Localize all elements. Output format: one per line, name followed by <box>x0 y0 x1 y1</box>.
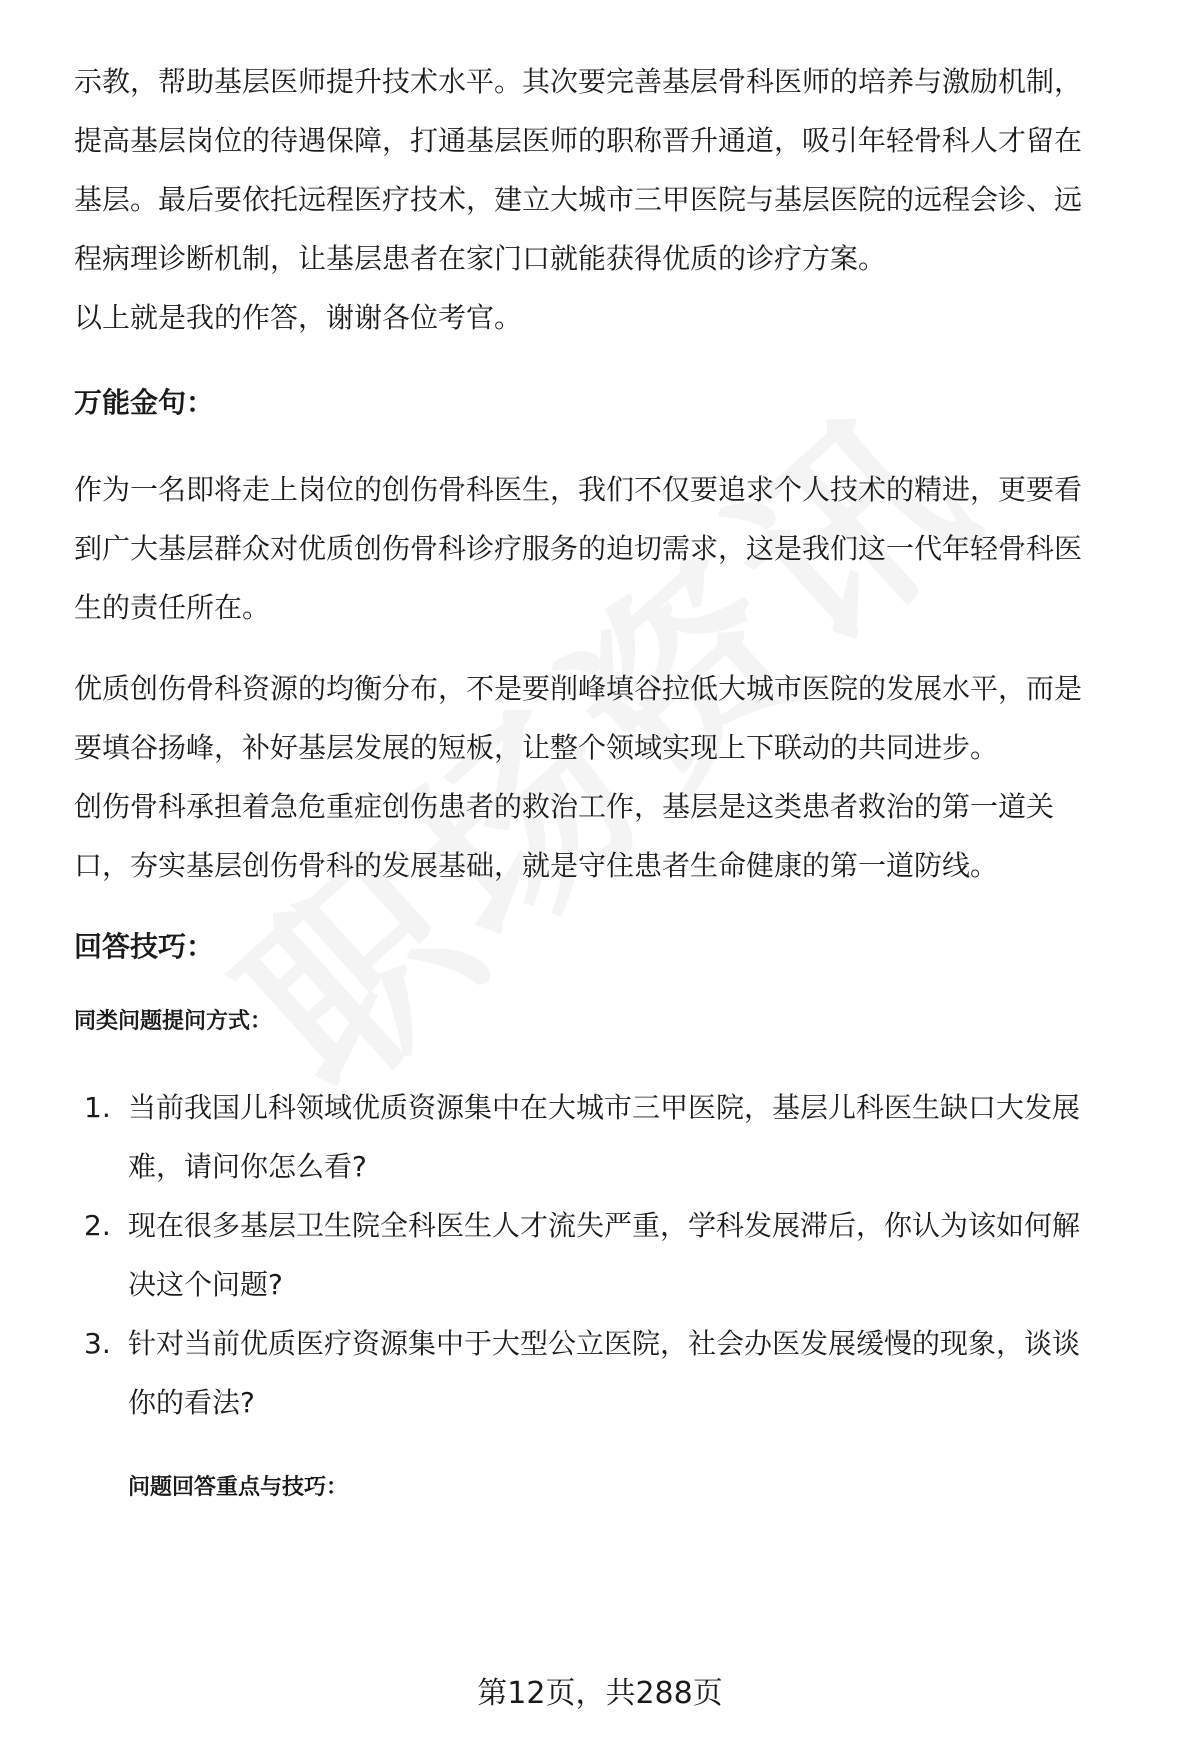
list-item-number: 1. <box>84 1091 111 1124</box>
intro-line: 基层。最后要依托远程医疗技术，建立大城市三甲医院与基层医院的远程会诊、远 <box>74 183 1083 216</box>
similar-questions-heading: 同类问题提问方式： <box>74 1009 273 1034</box>
intro-line: 提高基层岗位的待遇保障，打通基层医师的职称晋升通道，吸引年轻骨科人才留在 <box>74 124 1083 157</box>
list-item <box>74 1196 1154 1314</box>
answer-tips-heading: 回答技巧： <box>74 930 215 963</box>
page-content <box>74 52 1154 1508</box>
page-number-footer: 第12页，共288页 <box>477 1676 723 1711</box>
sentence-line: 创伤骨科承担着急危重症创伤患者的救治工作，基层是这类患者救治的第一道关 <box>74 790 1055 823</box>
question-line: 你的看法? <box>128 1386 255 1419</box>
question-line: 针对当前优质医疗资源集中于大型公立医院，社会办医发展缓慢的现象，谈谈 <box>128 1327 1081 1360</box>
question-line: 现在很多基层卫生院全科医生人才流失严重，学科发展滞后，你认为该如何解 <box>128 1209 1081 1242</box>
golden-sentences-heading: 万能金句： <box>74 386 215 419</box>
closing-line: 以上就是我的作答，谢谢各位考官。 <box>74 301 523 334</box>
question-line: 难，请问你怎么看? <box>128 1150 367 1183</box>
sentence-line: 口，夯实基层创伤骨科的发展基础，就是守住患者生命健康的第一道防线。 <box>74 849 999 882</box>
sentence-line: 要填谷扬峰，补好基层发展的短板，让整个领域实现上下联动的共同进步。 <box>74 731 999 764</box>
sentence-line: 优质创伤骨科资源的均衡分布，不是要削峰填谷拉低大城市医院的发展水平，而是 <box>74 672 1083 705</box>
list-item-number: 2. <box>84 1209 111 1242</box>
golden-sentence-paragraph <box>74 659 1154 777</box>
key-points-heading: 问题回答重点与技巧： <box>128 1475 349 1500</box>
list-item-number: 3. <box>84 1327 111 1360</box>
similar-questions-list <box>74 1078 1154 1432</box>
question-line: 决这个问题? <box>128 1268 283 1301</box>
list-item <box>74 1078 1154 1196</box>
sentence-line: 作为一名即将走上岗位的创伤骨科医生，我们不仅要追求个人技术的精进，更要看 <box>74 473 1083 506</box>
sentence-line: 到广大基层群众对优质创伤骨科诊疗服务的迫切需求，这是我们这一代年轻骨科医 <box>74 532 1083 565</box>
intro-paragraph <box>74 52 1154 288</box>
sentence-line: 生的责任所在。 <box>74 591 271 624</box>
intro-line: 示教，帮助基层医师提升技术水平。其次要完善基层骨科医师的培养与激励机制， <box>74 65 1083 98</box>
golden-sentence-paragraph <box>74 777 1154 895</box>
intro-line: 程病理诊断机制，让基层患者在家门口就能获得优质的诊疗方案。 <box>74 242 887 275</box>
question-line: 当前我国儿科领域优质资源集中在大城市三甲医院，基层儿科医生缺口大发展 <box>128 1091 1081 1124</box>
golden-sentence-paragraph <box>74 460 1154 637</box>
list-item <box>74 1314 1154 1432</box>
